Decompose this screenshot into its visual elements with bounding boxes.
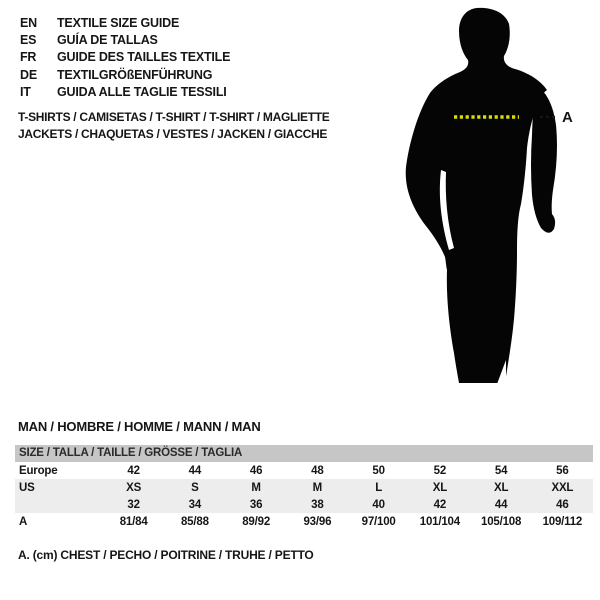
measure-label-a: A — [562, 109, 573, 126]
language-code: FR — [20, 50, 37, 65]
language-code: DE — [20, 67, 37, 82]
language-label: TEXTILGRÖßENFÜHRUNG — [57, 67, 213, 82]
language-row-es — [20, 31, 230, 48]
language-code: EN — [20, 15, 37, 30]
category-list — [18, 110, 330, 145]
size-cell: 32 — [127, 498, 140, 511]
language-list — [20, 14, 230, 100]
section-title-man: MAN / HOMBRE / HOMME / MANN / MAN — [18, 419, 261, 434]
language-label: GUIDE DES TAILLES TEXTILE — [57, 50, 231, 65]
size-cell: 52 — [433, 464, 447, 477]
size-cell: XS — [126, 481, 142, 494]
silhouette-body — [406, 8, 547, 383]
category-tshirts: T-SHIRTS / CAMISETAS / T-SHIRT / T-SHIRT / MAGLIETTE — [18, 110, 330, 124]
man-silhouette — [400, 0, 600, 400]
size-cell: 50 — [372, 464, 385, 477]
size-cell: 54 — [494, 464, 508, 477]
language-row-it — [20, 83, 230, 100]
size-cell: 85/88 — [180, 515, 209, 528]
size-cell: 44 — [494, 498, 508, 511]
size-cell: 109/112 — [542, 515, 583, 528]
size-cell: 56 — [556, 464, 569, 477]
row-label: A — [19, 515, 28, 528]
measurement-footnote: A. (cm) CHEST / PECHO / POITRINE / TRUHE / PETTO — [18, 548, 314, 562]
language-code: ES — [20, 32, 37, 47]
size-cell: 46 — [249, 464, 263, 477]
silhouette-right-arm — [531, 84, 557, 233]
size-cell: 42 — [433, 498, 447, 511]
size-cell: S — [191, 481, 199, 494]
table-row-chest — [15, 513, 593, 530]
table-row-us-numeric — [15, 496, 593, 513]
size-cell: 44 — [188, 464, 202, 477]
size-cell: L — [375, 481, 383, 494]
language-label: TEXTILE SIZE GUIDE — [57, 15, 180, 30]
size-cell: 89/92 — [242, 515, 271, 528]
size-cell: 105/108 — [481, 515, 522, 528]
table-row-us — [15, 479, 593, 496]
language-label: GUIDA ALLE TAGLIE TESSILI — [57, 84, 227, 99]
size-cell: M — [312, 481, 323, 494]
row-label: Europe — [19, 464, 58, 477]
row-label: US — [19, 481, 35, 494]
language-row-en — [20, 14, 230, 31]
language-code: IT — [20, 84, 31, 99]
size-table-header: SIZE / TALLA / TAILLE / GRÖSSE / TAGLIA — [15, 445, 593, 462]
size-cell: 34 — [188, 498, 202, 511]
language-label: GUÍA DE TALLAS — [57, 32, 158, 47]
size-cell: 46 — [556, 498, 569, 511]
size-cell: 36 — [249, 498, 263, 511]
language-row-fr — [20, 49, 230, 66]
size-cell: 97/100 — [361, 515, 396, 528]
size-cell: 93/96 — [303, 515, 332, 528]
size-cell: XXL — [551, 481, 574, 494]
size-cell: 40 — [372, 498, 385, 511]
category-jackets: JACKETS / CHAQUETAS / VESTES / JACKEN / GIACCHE — [18, 127, 328, 142]
size-cell: 101/104 — [419, 515, 460, 528]
size-cell: 48 — [311, 464, 324, 477]
table-row-europe — [15, 462, 593, 479]
size-cell: 81/84 — [119, 515, 148, 528]
size-table — [15, 445, 593, 530]
size-cell: XL — [432, 481, 448, 494]
size-cell: M — [251, 481, 261, 494]
size-cell: 42 — [127, 464, 140, 477]
language-row-de — [20, 66, 230, 83]
size-cell: XL — [493, 481, 509, 494]
size-cell: 38 — [311, 498, 324, 511]
